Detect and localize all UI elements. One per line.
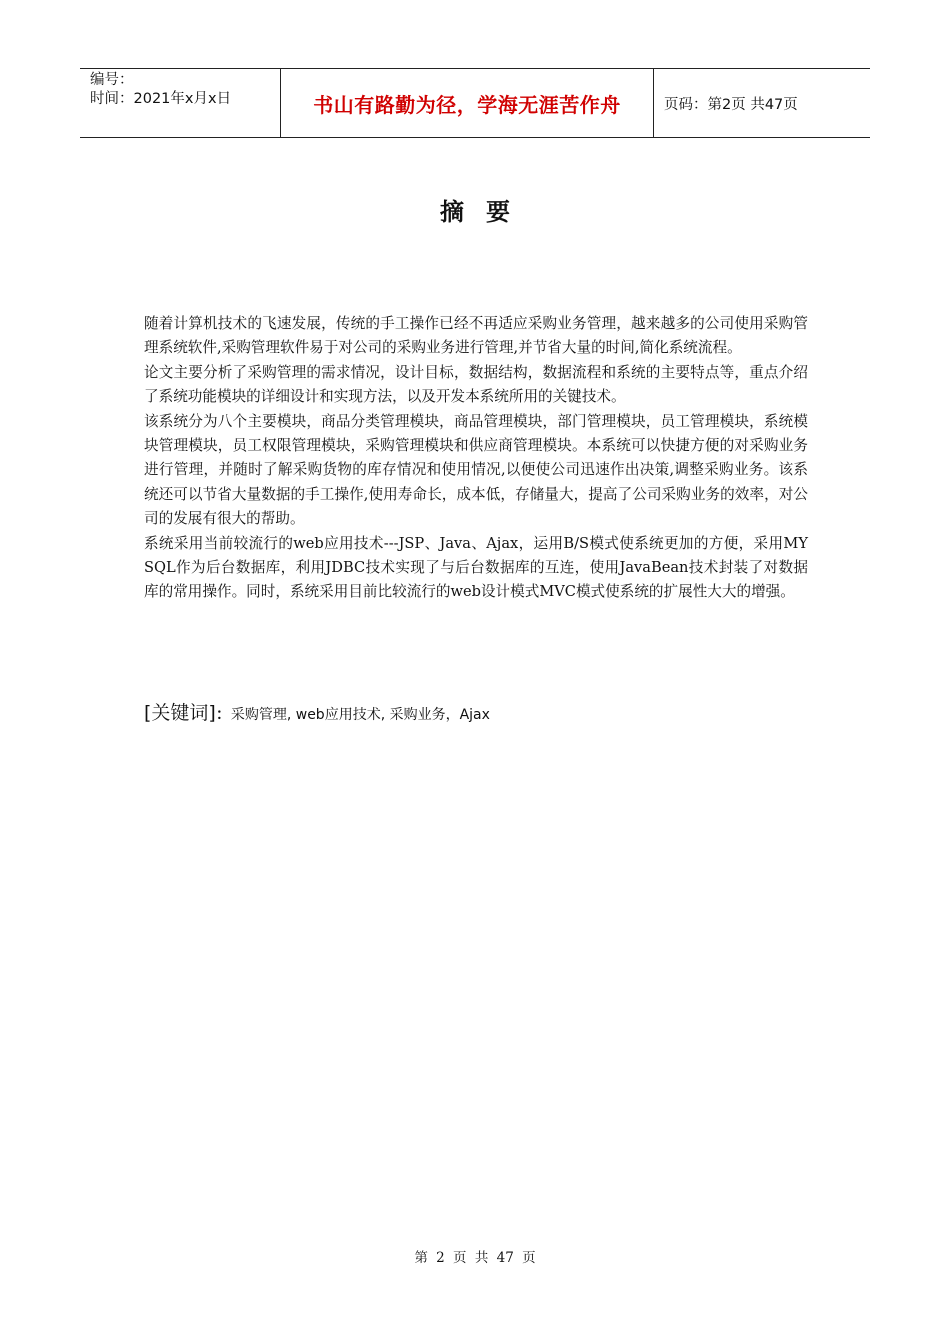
abstract-paragraph: 论文主要分析了采购管理的需求情况，设计目标，数据结构，数据流程和系统的主要特点等，重点介绍了系统功能模块的详细设计和实现方法，以及开发本系统所用的关键技术。 (144, 363, 808, 406)
document-date: 时间：2021年x月x日 (90, 91, 232, 107)
keywords-colon: ： (215, 705, 231, 723)
header-motto: 书山有路勤为径，学海无涯苦作舟 (281, 69, 654, 137)
header-page-info: 页码：第2页 共47页 (664, 96, 798, 113)
page-footer: 第 2 页 共 47 页 (414, 1250, 536, 1266)
abstract-paragraph: 随着计算机技术的飞速发展，传统的手工操作已经不再适应采购业务管理，越来越多的公司使用采购管理系统软件,采购管理软件易于对公司的采购业务进行管理,并节省大量的时间,简化系统流程。 (144, 315, 808, 357)
abstract-body (144, 312, 808, 605)
document-number-label: 编号： (90, 72, 134, 88)
abstract-paragraph: 系统采用当前较流行的web应用技术---JSP、Java、Ajax，运用B/S模式使系统更加的方便，采用MY SQL作为后台数据库，利用JDBC技术实现了与后台数据库的互连，使用JavaBean技术封装了对数据库的常用操作。同时，系统采用目前比较流行的web设计模式MVC模式使系统的扩展性大大的增强。 (144, 534, 808, 601)
keywords-line (144, 698, 808, 725)
page-header (80, 68, 870, 138)
page-title: 摘要 (440, 198, 532, 226)
abstract-paragraph: 该系统分为八个主要模块，商品分类管理模块，商品管理模块，部门管理模块，员工管理模块，系统模块管理模块，员工权限管理模块，采购管理模块和供应商管理模块。本系统可以快捷方便的对采购业务进行管理，并随时了解采购货物的库存情况和使用情况,以便使公司迅速作出决策,调整采购业务。该系统还可以节省大量数据的手工操作,使用寿命长，成本低，存储量大，提高了公司采购业务的效率，对公司的发展有很大的帮助。 (144, 412, 808, 528)
header-meta (80, 69, 281, 137)
keywords-text: 采购管理, web应用技术, 采购业务，Ajax (230, 707, 490, 723)
keywords-label: [关键词] (144, 702, 216, 724)
